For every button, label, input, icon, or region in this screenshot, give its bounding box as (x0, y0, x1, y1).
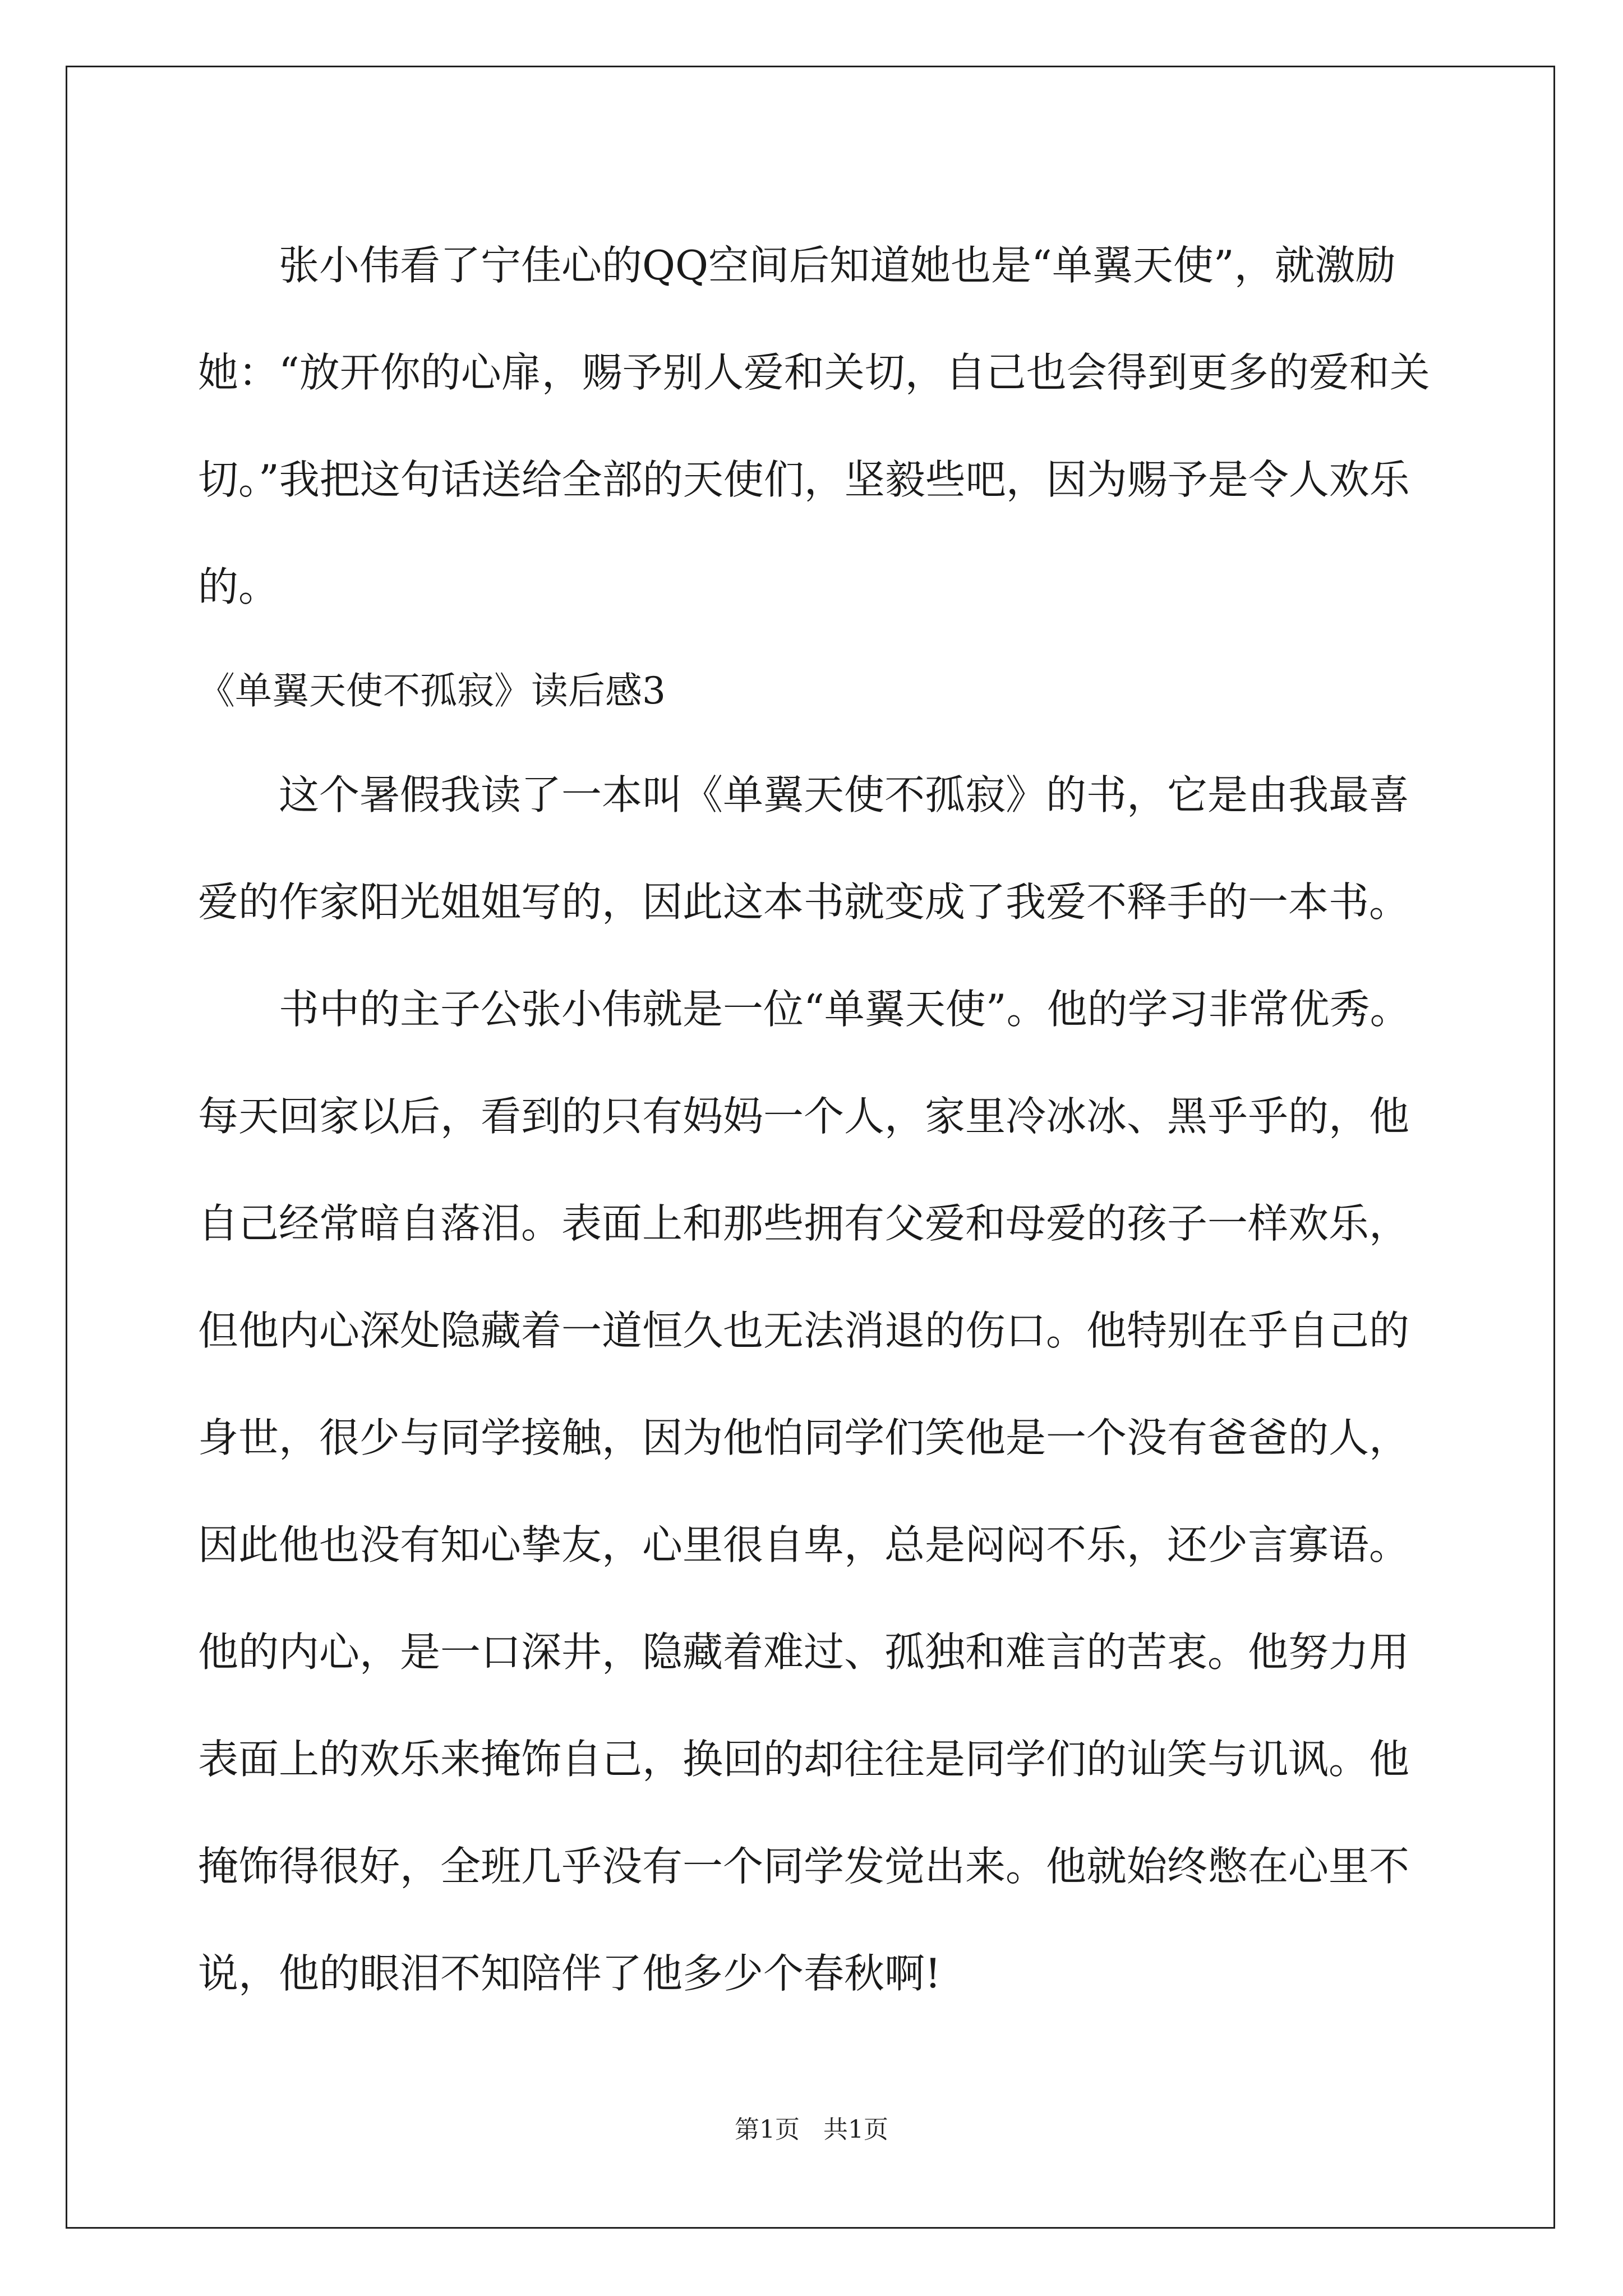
page-footer (0, 2109, 1623, 2145)
paragraph-1: 张小伟看了宁佳心的QQ空间后知道她也是“单翼天使”，就激励她：“放开你的心扉，赐予别人爱和关切，自己也会得到更多的爱和关切。”我把这句话送给全部的天使们，坚毅些吧，因为赐予是令人欢乐的。 (198, 242, 1430, 610)
page-number: 第1页 (735, 2115, 800, 2144)
section-heading: 《单翼天使不孤寂》读后感3 (198, 669, 666, 712)
paragraph-2: 这个暑假我读了一本叫《单翼天使不孤寂》的书，它是由我最喜爱的作家阳光姐姐写的，因此这本书就变成了我爱不释手的一本书。 (198, 771, 1410, 926)
document-body (198, 212, 1432, 2027)
paragraph-3: 书中的主子公张小伟就是一位“单翼天使”。他的学习非常优秀。每天回家以后，看到的只有妈妈一个人，家里冷冰冰、黑乎乎的，他自己经常暗自落泪。表面上和那些拥有父爱和母爱的孩子一样欢乐，但他内心深处隐藏着一道恒久也无法消退的伤口。他特别在乎自己的身世，很少与同学接触，因为他怕同学们笑他是一个没有爸爸的人，因此他也没有知心挚友，心里很自卑，总是闷闷不乐，还少言寡语。他的内心，是一口深井，隐藏着难过、孤独和难言的苦衷。他努力用表面上的欢乐来掩饰自己，换回的却往往是同学们的讪笑与讥讽。他掩饰得很好，全班几乎没有一个同学发觉出来。他就始终憋在心里不说，他的眼泪不知陪伴了他多少个春秋啊! (198, 986, 1410, 1997)
page-total: 共1页 (823, 2115, 888, 2144)
